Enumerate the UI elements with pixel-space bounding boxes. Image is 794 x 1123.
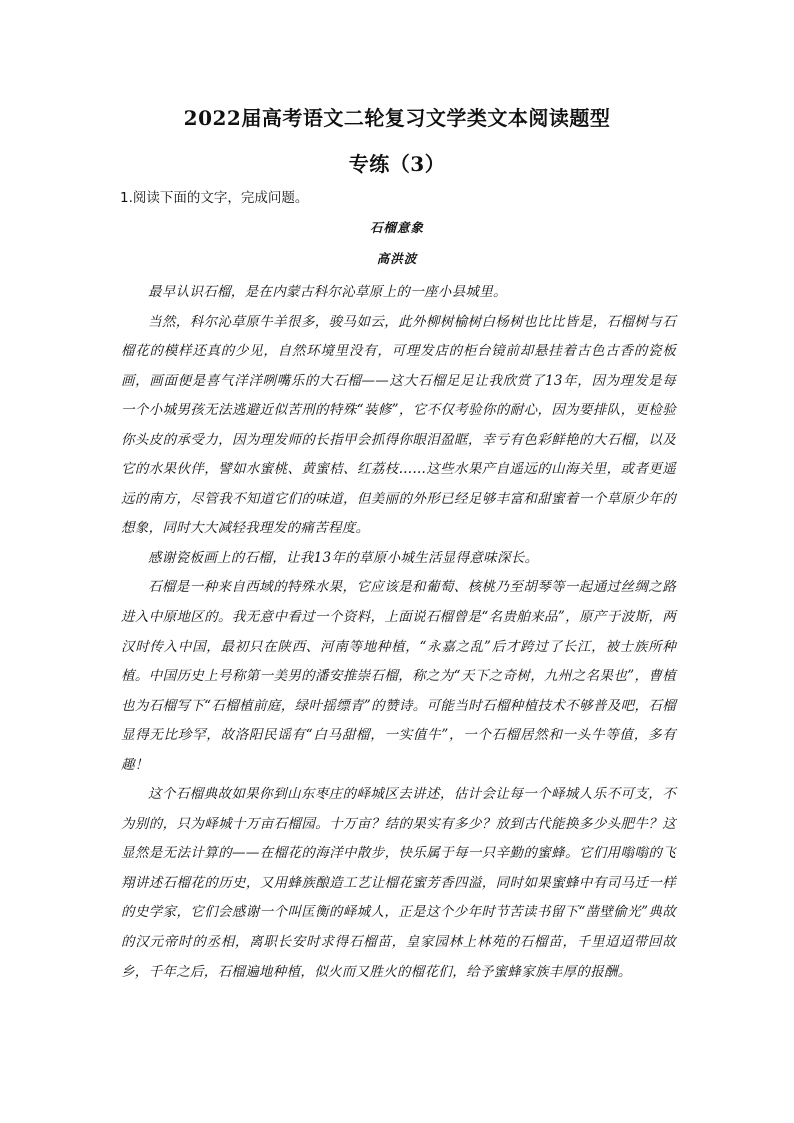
question-prompt: 1.阅读下面的文字，完成问题。 — [120, 190, 309, 206]
document-title: 2022届高考语文二轮复习文学类文本阅读题型 — [183, 106, 611, 130]
paragraph-5: 这个石榴典故如果你到山东枣庄的峄城区去讲述，估计会让每一个峄城人乐不可支，不为别的，只为峄城十万亩石榴园。十万亩？结的果实有多少？放到古代能换多少头肥牛？这显然是无法计算的——在榴花的海洋中散步，快乐属于每一只辛勤的蜜蜂。它们用嗡嗡的飞翔讲述石榴花的历史，又用蜂族酿造工艺让榴花蜜芳香四溢，同时如果蜜蜂中有司马迁一样的史学家，它们会感谢一个叫匡衡的峄城人，正是这个少年时节苦读书留下“凿壁偷光”典故的汉元帝时的丞相，离职长安时求得石榴苗，皇家园林上林苑的石榴苗，千里迢迢带回故乡，千年之后，石榴遍地种植，似火而又胜火的榴花们，给予蜜蜂家族丰厚的报酬。 — [121, 786, 676, 980]
paragraph-2: 当然，科尔沁草原牛羊很多，骏马如云，此外柳树榆树白杨树也比比皆是，石榴树与石榴花的模样还真的少见，自然环境里没有，可理发店的柜台镜前却悬挂着古色古香的瓷板画，画面便是喜气洋洋咧嘴乐的大石榴——这大石榴足足让我欣赏了13年，因为理发是每一个小城男孩无法逃避近似苦刑的特殊“装修”，它不仅考验你的耐心，因为要排队，更检验你头皮的承受力，因为理发师的长指甲会抓得你眼泪盈眶，幸亏有色彩鲜艳的大石榴，以及它的水果伙伴，譬如水蜜桃、黄蜜桔、红荔枝……这些水果产自遥远的山海关里，或者更遥远的南方，尽管我不知道它们的味道，但美丽的外形已经足够丰富和甜蜜着一个草原少年的想象，同时大大减轻我理发的痛苦程度。 — [121, 313, 676, 537]
paragraph-1: 最早认识石榴，是在内蒙古科尔沁草原上的一座小县城里。 — [148, 284, 507, 300]
document-subtitle: 专练（3） — [348, 152, 446, 176]
article-title: 石榴意象 — [369, 220, 424, 235]
paragraph-4: 石榴是一种来自西域的特殊水果，它应该是和葡萄、核桃乃至胡琴等一起通过丝绸之路进入中原地区的。我无意中看过一个资料，上面说石榴曾是“名贵舶来品”，原产于波斯，两汉时传入中国，最初只在陕西、河南等地种植，“永嘉之乱”后才跨过了长江，被士族所种植。中国历史上号称第一美男的潘安推崇石榴，称之为“天下之奇树，九州之名果也”，曹植也为石榴写下“石榴植前庭，绿叶摇缥青”的赞诗。可能当时石榴种植技术不够普及吧，石榴显得无比珍罕，故洛阳民谣有“白马甜榴，一实值牛”，一个石榴居然和一头牛等值，多有趣！ — [121, 579, 676, 773]
article-body — [121, 278, 676, 987]
paragraph-3: 感谢瓷板画上的石榴，让我13年的草原小城生活显得意味深长。 — [148, 549, 539, 566]
article-author: 高洪波 — [376, 251, 418, 266]
